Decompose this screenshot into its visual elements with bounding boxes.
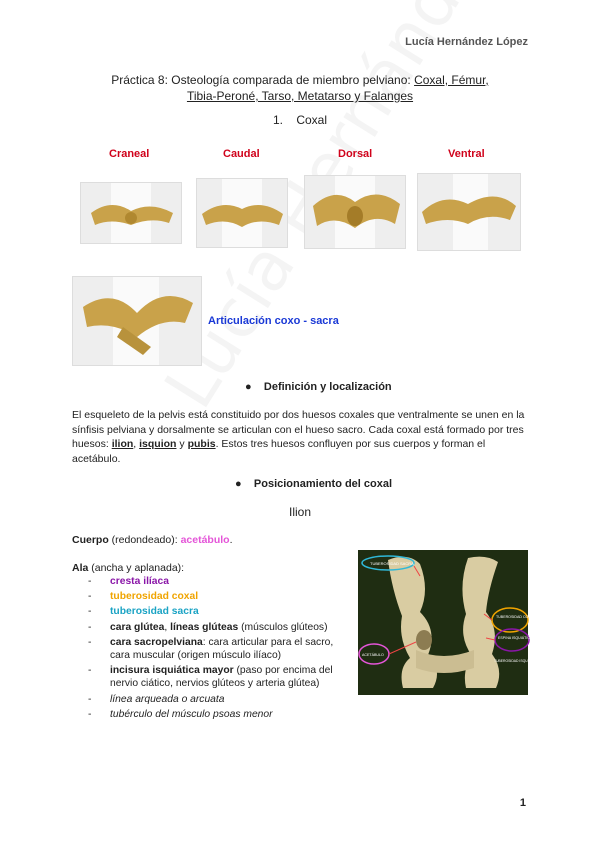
- figure-label-tuberosidad-sacra: TUBEROSIDAD SACRA: [370, 561, 414, 566]
- list-sep: ,: [164, 621, 171, 633]
- ilion-heading: Ilion: [288, 505, 311, 519]
- list-item: [88, 636, 348, 662]
- photo-ventral: [417, 173, 521, 251]
- figure-label-tuberosidad-isquiatica: TUBEROSIDAD ISQUIÁTICA: [494, 659, 539, 663]
- page-title: [90, 72, 510, 104]
- photo-dorsal: [304, 175, 406, 249]
- list-rest: : cara articular para el sacro, cara muscular (origen músculo ilíaco): [110, 636, 334, 662]
- page-number: 1: [519, 797, 526, 809]
- photo-craneal: [80, 182, 182, 244]
- tuberosidad-sacra: tuberosidad sacra: [110, 606, 199, 618]
- list-item: [88, 621, 348, 634]
- view-label-dorsal: Dorsal: [338, 148, 373, 160]
- photo-articulacion-coxo-sacra: [72, 276, 202, 366]
- title-prefix: Práctica 8: Osteología comparada de miembro pelviano:: [111, 73, 415, 87]
- linea-arqueada: línea arqueada o arcuata: [110, 693, 225, 705]
- acetabulo-term: acetábulo: [180, 534, 230, 546]
- incisura-isquiatica: incisura isquiática mayor: [110, 665, 234, 677]
- figure-label-espina-isquiatica: ESPINA ISQUIÁTICA: [498, 636, 533, 640]
- list-rest: (paso por encima del nervio ciático, nervios glúteos y arteria glútea): [110, 665, 333, 690]
- ala-line: [72, 561, 184, 575]
- tuberculo-psoas: tubérculo del músculo psoas menor: [110, 708, 273, 720]
- figure-label-acetabulo: ACETÁBULO: [362, 653, 384, 657]
- definition-text-1: El esqueleto de la pelvis está constituido por dos huesos coxales que ventralmente se unen en la sínfisis pelviana y dorsalmente se articulan con el hueso sacro. Cada coxal está formado por tres huesos:: [72, 409, 525, 450]
- section-heading: [0, 113, 600, 127]
- cuerpo-line: [72, 533, 233, 547]
- positioning-heading-text: Posicionamiento del coxal: [253, 478, 393, 490]
- cuerpo-desc: (redondeado):: [108, 534, 181, 546]
- positioning-heading: [235, 478, 392, 490]
- photo-caudal: [196, 178, 288, 248]
- list-item: [88, 693, 348, 706]
- definition-sep-2: y: [176, 438, 188, 450]
- bullet-icon: ●: [235, 478, 242, 490]
- view-label-craneal: Craneal: [109, 148, 150, 160]
- cresta-iliaca: cresta ilíaca: [110, 576, 169, 587]
- bone-isquion: isquion: [139, 438, 177, 450]
- definition-heading-text: Definición y localización: [263, 381, 392, 393]
- cuerpo-end: .: [229, 534, 233, 546]
- author-name: Lucía Hernández López: [405, 36, 528, 48]
- definition-heading: [245, 381, 392, 393]
- list-rest: (músculos glúteos): [238, 621, 328, 633]
- list-item: [88, 590, 348, 603]
- lineas-gluteas: líneas glúteas: [170, 621, 239, 633]
- view-label-caudal: Caudal: [223, 148, 260, 160]
- bone-ilion: ilion: [111, 438, 134, 450]
- bullet-icon: ●: [245, 381, 252, 393]
- cara-sacropelviana: cara sacropelviana: [110, 636, 203, 648]
- list-item: [88, 708, 348, 721]
- ala-desc: (ancha y aplanada):: [88, 562, 185, 574]
- ala-feature-list: [88, 575, 348, 723]
- title-underlined-2: Tibia-Peroné, Tarso, Metatarso y Falanges: [186, 89, 414, 103]
- articulation-label: Articulación coxo - sacra: [208, 315, 339, 327]
- definition-sep-1: ,: [133, 438, 140, 450]
- view-label-ventral: Ventral: [448, 148, 485, 160]
- title-underlined-1: Coxal, Fémur,: [414, 73, 489, 87]
- coxal-annotated-photo: [358, 550, 539, 695]
- cuerpo-label: Cuerpo: [72, 534, 109, 546]
- section-number: 1.: [272, 113, 283, 127]
- list-item: [88, 575, 348, 588]
- definition-paragraph: [72, 408, 532, 466]
- list-item: [88, 605, 348, 618]
- section-name: Coxal: [296, 113, 328, 127]
- figure-label-tuberosidad-coxal: TUBEROSIDAD COXAL: [496, 615, 536, 619]
- ala-label: Ala: [72, 562, 89, 574]
- cara-glutea: cara glútea: [110, 621, 165, 633]
- list-item: [88, 664, 348, 690]
- bone-pubis: pubis: [187, 438, 216, 450]
- tuberosidad-coxal: tuberosidad coxal: [110, 591, 199, 603]
- definition-text-2: . Estos tres huesos confluyen por sus cuerpos y forman el acetábulo.: [72, 438, 486, 465]
